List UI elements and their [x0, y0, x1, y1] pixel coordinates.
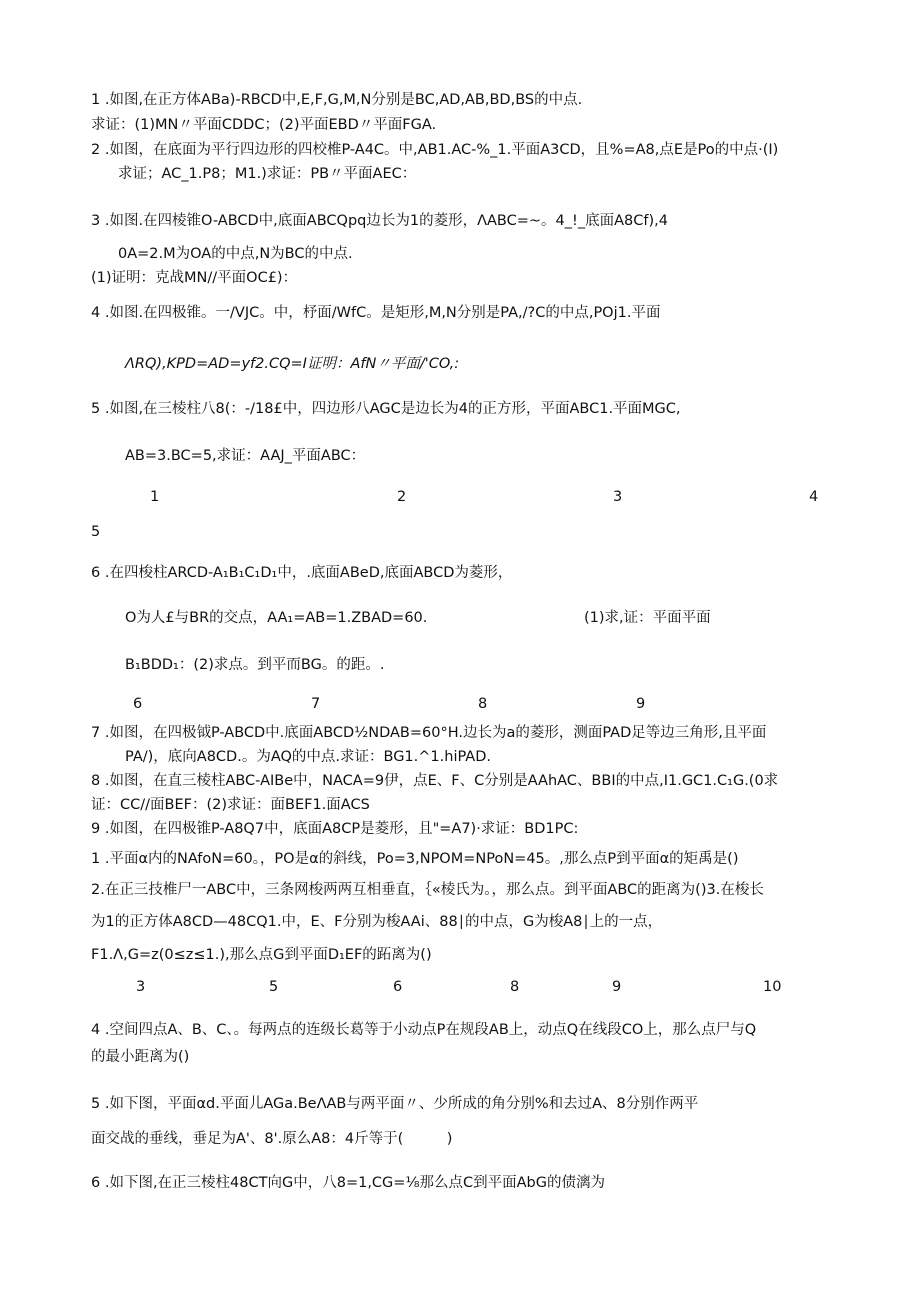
problem-6-line-2: O为人£与BR的交点，AA₁=AB=1.ZBAD=60.: [125, 610, 428, 626]
figure-number: 2: [397, 489, 407, 505]
problem-5-line-2: AB=3.BC=5,求证：AAJ_平面ABC：: [125, 448, 366, 464]
problem-3-line-2: 0A=2.M为OA的中点,N为BC的中点.: [118, 246, 353, 262]
question-6-line-1: 6 .如下图,在正三棱柱48CT向G中，八8=1,CG=⅛那么点C到平面AbG的债漓为: [91, 1175, 605, 1191]
problem-2-line-2: 求证；AC_1.P8；M1.)求证：PB〃平面AEC：: [118, 166, 417, 182]
figure-number: 6: [393, 979, 403, 995]
problem-9-line-1: 9 .如图，在四极锥P-A8Q7中，底面A8CP是菱形，且"=A7)·求证：BD1PC:: [91, 821, 579, 837]
question-5-line-2: 面交战的垂线，垂足为A'、8'.原么A8：4斤等于( ): [91, 1131, 453, 1147]
question-5-line-1: 5 .如下图，平面αd.平面儿AGa.BeΛAB与两平面〃、少所成的角分别%和去过A、8分别作两平: [91, 1096, 699, 1112]
question-1: 1 .平面α内的NAfoN=60。，PO是α的斜线，Po=3,NPOM=NPoN=45。,那么点P到平面α的矩禹是(): [91, 851, 739, 867]
problem-6-line-3: B₁BDD₁：(2)求点。到平而BG。的距。.: [125, 657, 385, 673]
figure-number: 7: [311, 696, 321, 712]
problem-8-line-2: 证：CC//面BEF：(2)求证：面BEF1.面ACS: [91, 797, 370, 813]
figure-number: 9: [612, 979, 622, 995]
problem-1-line-1: 1 .如图,在正方体ABa)-RBCD中,E,F,G,M,N分别是BC,AD,AB,BD,BS的中点.: [91, 92, 583, 108]
question-3-line-1: 为1的正方体A8CD—48CQ1.中，E、F分别为梭AAi、88∣的中点，G为梭A8∣上的一点，: [91, 914, 663, 930]
problem-8-line-1: 8 .如图，在直三棱柱ABC-AIBe中，NACA=9伊，点E、F、C分别是AAhAC、BBI的中点,I1.GC1.C₁G.(0求: [91, 773, 779, 789]
problem-3-line-3: (1)证明：克战MN//平面OC£)：: [91, 270, 298, 286]
figure-number: 10: [763, 979, 782, 995]
problem-6-line-1: 6 .在四梭柱ARCD-A₁B₁C₁D₁中，.底面ABeD,底面ABCD为菱形，: [91, 565, 513, 581]
problem-2-line-1: 2 .如图，在底面为平行四边形的四校椎P-A4C。中,AB1.AC-%_1.平面A3CD，且%=A8,点E是Po的中点·(I): [91, 142, 779, 158]
question-4-line-2: 的最小距离为(): [91, 1049, 190, 1065]
problem-4-line-2: ΛRQ),KPD=AD=yf2.CQ=I证明：AfN〃平面/'CO,:: [125, 356, 460, 372]
figure-number: 5: [91, 524, 101, 540]
problem-7-line-1: 7 .如图，在四极钺P-ABCD中.底面ABCD½NDAB=60°H.边长为a的菱形，测面PAD足等边三角形,且平面: [91, 725, 767, 741]
problem-6-line-2b: (1)求,证：平面平面: [584, 610, 711, 626]
question-4-line-1: 4 .空间四点A、B、C、。每两点的连级长葛等于小动点P在规段AB上，动点Q在线段CO上，那么点尸与Q: [91, 1022, 757, 1038]
problem-3-line-1: 3 .如图.在四棱锥O-ABCD中,底面ABCQpq边长为1的菱形，ΛABC=~。4_!_底面A8Cf),4: [91, 213, 668, 229]
figure-number: 4: [809, 489, 819, 505]
figure-number: 9: [636, 696, 646, 712]
figure-number: 3: [136, 979, 146, 995]
figure-number: 8: [510, 979, 520, 995]
figure-number: 6: [133, 696, 143, 712]
question-3-line-2: F1.Λ,G=z(0≤z≤1.),那么点G到平面D₁EF的跖离为(): [91, 947, 432, 963]
problem-1-line-2: 求证：(1)MN〃平面CDDC；(2)平面EBD〃平面FGA.: [91, 117, 437, 133]
question-2-line-1: 2.在正三技椎尸一ABC中，三条网梭两两互相垂直，｛«棱氏为。，那么点。到平面ABC的距离为()3.在梭长: [91, 882, 764, 898]
figure-number: 8: [478, 696, 488, 712]
problem-7-line-2: PA/)，底向A8CD.。为AQ的中点.求证：BG1.^1.hiPAD.: [125, 749, 491, 765]
problem-5-line-1: 5 .如图,在三棱柱八8(：-/18£中，四边形八AGC是边长为4的正方形，平面ABC1.平面MGC,: [91, 401, 681, 417]
figure-number: 1: [150, 489, 160, 505]
figure-number: 5: [269, 979, 279, 995]
problem-4-line-1: 4 .如图.在四极锥。一/VJC。中，杼面/WfC。是矩形,M,N分别是PA,/?C的中点,POj1.平面: [91, 305, 661, 321]
figure-number: 3: [613, 489, 623, 505]
